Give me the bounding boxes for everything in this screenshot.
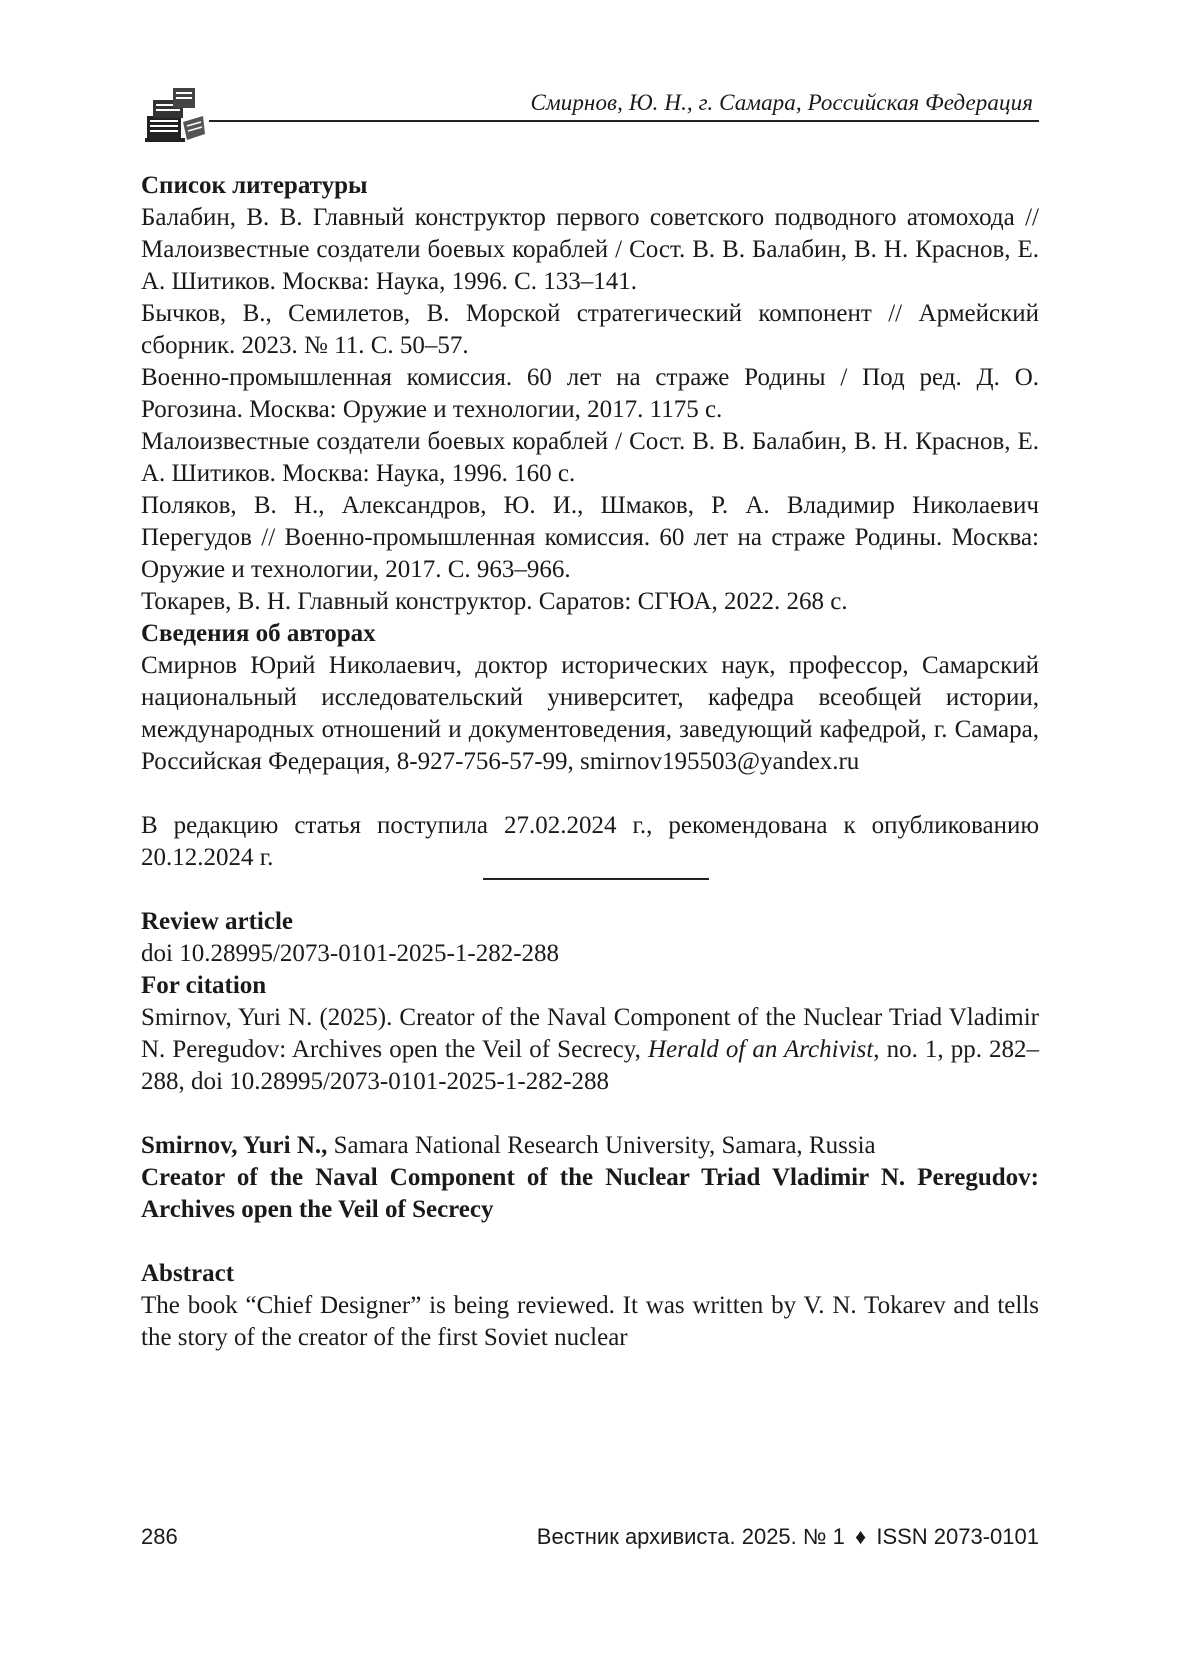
page-number: 286 <box>141 1524 178 1549</box>
citation-journal: Herald of an Archivist <box>647 1036 874 1063</box>
section-separator <box>483 878 709 880</box>
authors-heading: Сведения об авторах <box>141 620 376 647</box>
doi: doi 10.28995/2073-0101-2025-1-282-288 <box>141 940 560 967</box>
diamond-icon: ♦ <box>854 1524 867 1549</box>
article-content <box>141 170 1039 1354</box>
journal-logo-icon <box>143 82 209 146</box>
citation-post: , no. 1, pp. 282–288, doi 10.28995/2073-0101-2025-1-282-288 <box>141 1036 1040 1095</box>
received-note: В редакцию статья поступила 27.02.2024 г., рекомендована к опубликованию 20.12.2024 г. <box>141 812 1039 871</box>
reference-item: Военно-промышленная комиссия. 60 лет на страже Родины / Под ред. Д. О. Рогозина. Москва: Оружие и технологии, 2017. 1175 с. <box>141 364 1039 423</box>
journal-name: Вестник архивиста. 2025. № 1 <box>536 1524 845 1549</box>
reference-item: Бычков, В., Семилетов, В. Морской стратегический компонент // Армейский сборник. 2023. № 11. С. 50–57. <box>141 300 1039 359</box>
citation-heading: For citation <box>141 972 267 999</box>
citation-pre: Smirnov, Yuri N. (2025). Creator of the Naval Component of the Nuclear Triad Vladimir N. Peregudov: Archives open the Veil of Secrecy, <box>141 1004 1039 1063</box>
running-head: Смирнов, Ю. Н., г. Самара, Российская Федерация <box>530 90 1033 115</box>
reference-item: Токарев, В. Н. Главный конструктор. Саратов: СГЮА, 2022. 268 с. <box>141 588 848 615</box>
citation-text <box>141 1002 1039 1098</box>
abstract-heading: Abstract <box>141 1260 235 1287</box>
page-header <box>143 82 1039 146</box>
reference-item: Поляков, В. Н., Александров, Ю. И., Шмаков, Р. А. Владимир Николаевич Перегудов // Военно-промышленная комиссия. 60 лет на страже Родины. Москва: Оружие и технологии, 2017. С. 963–966. <box>141 492 1039 583</box>
author-line <box>141 1130 1039 1162</box>
reference-item: Балабин, В. В. Главный конструктор первого советского подводного атомохода // Малоизвестные создатели боевых кораблей / Сост. В. В. Балабин, В. Н. Краснов, Е. А. Шитиков. Москва: Наука, 1996. С. 133–141. <box>141 204 1039 295</box>
english-title: Creator of the Naval Component of the Nuclear Triad Vladimir N. Peregudov: Archives open the Veil of Secrecy <box>141 1164 1039 1223</box>
issn: ISSN 2073-0101 <box>876 1524 1039 1549</box>
references-heading: Список литературы <box>141 172 368 199</box>
author-affiliation: Samara National Research University, Samara, Russia <box>327 1132 876 1159</box>
page-footer <box>141 1522 1039 1552</box>
author-info: Смирнов Юрий Николаевич, доктор исторических наук, профессор, Самарский национальный исследовательский университет, кафедра всеобщей истории, международных отношений и документоведения, заведующий кафедрой, г. Самара, Российская Федерация, 8-927-756-57-99, smirnov195503@yandex.ru <box>141 652 1039 775</box>
author-name: Smirnov, Yuri N., <box>141 1132 328 1159</box>
header-rule <box>209 120 1039 122</box>
abstract-text: The book “Chief Designer” is being reviewed. It was written by V. N. Tokarev and tells the story of the creator of the first Soviet nuclear <box>141 1292 1039 1351</box>
journal-info <box>537 1522 1039 1552</box>
article-type: Review article <box>141 908 294 935</box>
reference-item: Малоизвестные создатели боевых кораблей / Сост. В. В. Балабин, В. Н. Краснов, Е. А. Шитиков. Москва: Наука, 1996. 160 с. <box>141 428 1039 487</box>
